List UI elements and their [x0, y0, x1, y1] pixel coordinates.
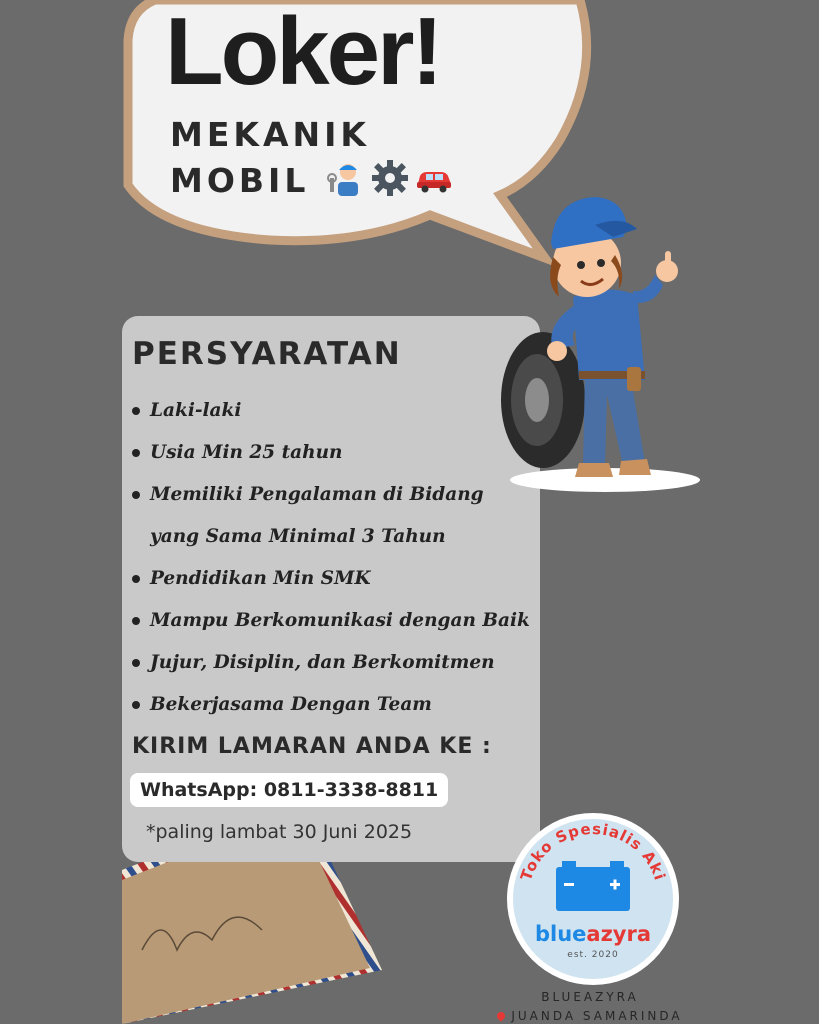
- footer-location: [470, 1009, 710, 1023]
- logo-ring-text: Toko Spesialis Aki: [516, 819, 670, 884]
- subtitle-line-1: MEKANIK: [170, 115, 370, 154]
- list-item: Bekerjasama Dengan Team: [130, 684, 530, 726]
- list-item: Pendidikan Min SMK: [130, 558, 530, 600]
- list-item: Usia Min 25 tahun: [130, 432, 530, 474]
- apply-title: KIRIM LAMARAN ANDA KE :: [132, 734, 492, 759]
- list-item-continuation: yang Sama Minimal 3 Tahun: [150, 526, 446, 547]
- battery-icon: [556, 861, 630, 911]
- logo-est: est. 2020: [567, 950, 619, 960]
- mechanic-emoji-icon: [326, 158, 366, 198]
- list-item: Laki-laki: [130, 390, 530, 432]
- location-pin-icon: [496, 1010, 507, 1021]
- requirements-list: [130, 390, 530, 726]
- subtitle-line-2: MOBIL: [170, 161, 310, 200]
- requirements-card: [122, 316, 540, 862]
- mechanic-illustration: [495, 185, 705, 500]
- list-item: Memiliki Pengalaman di Bidang: [130, 474, 530, 516]
- footer-location-text: JUANDA SAMARINDA: [511, 1009, 683, 1023]
- deadline-note: *paling lambat 30 Juni 2025: [146, 821, 413, 843]
- emoji-row: [326, 158, 454, 198]
- gear-icon: [370, 158, 410, 198]
- whatsapp-contact[interactable]: WhatsApp: 0811-3338-8811: [130, 773, 448, 807]
- requirements-title: PERSYARATAN: [132, 336, 402, 372]
- headline: Loker!: [165, 0, 441, 105]
- car-icon: [414, 158, 454, 198]
- footer-brand: BLUEAZYRA: [541, 990, 639, 1004]
- list-item: Mampu Berkomunikasi dengan Baik: [130, 600, 530, 642]
- list-item: Jujur, Disiplin, dan Berkomitmen: [130, 642, 530, 684]
- blueazyra-logo: [504, 810, 682, 988]
- logo-wordmark: blueazyra: [534, 922, 652, 946]
